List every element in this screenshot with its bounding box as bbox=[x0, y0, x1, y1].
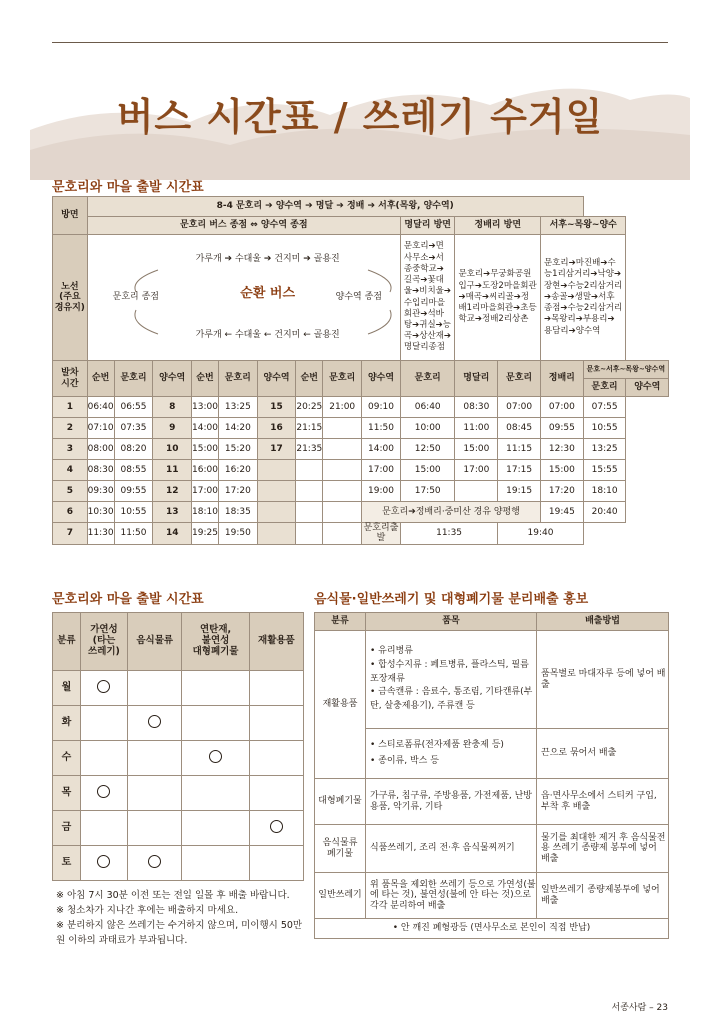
waste-day-cell bbox=[182, 846, 249, 881]
waste-day-header: 가연성 (타는 쓰레기) bbox=[80, 613, 127, 671]
day-label: 월 bbox=[53, 671, 81, 706]
bus-cell: 18:10 bbox=[192, 502, 219, 523]
waste-day-cell bbox=[80, 671, 127, 706]
waste-day-cell bbox=[249, 706, 303, 741]
bus-cell: 1 bbox=[53, 397, 88, 418]
waste-day-cell bbox=[80, 741, 127, 776]
guide-item: • 유리병류 bbox=[370, 645, 413, 656]
col-jeongbae: 정배리 bbox=[540, 361, 583, 397]
bus-cell: 14:00 bbox=[362, 439, 401, 460]
bus-cell: 17 bbox=[257, 439, 296, 460]
waste-day-cell bbox=[249, 776, 303, 811]
bus-cell: 21:35 bbox=[296, 439, 323, 460]
col-myeongdal: 명달리 bbox=[455, 361, 498, 397]
bus-cell: 06:40 bbox=[400, 397, 455, 418]
bus-cell: 8 bbox=[153, 397, 192, 418]
bus-cell: 07:55 bbox=[583, 397, 626, 418]
waste-day-cell bbox=[80, 706, 127, 741]
sub-jeongbae: 정배리 방면 bbox=[455, 217, 541, 235]
col-munho-2: 문호리 bbox=[218, 361, 257, 397]
bus-cell: 09:55 bbox=[114, 481, 153, 502]
bus-cell: 6 bbox=[53, 502, 88, 523]
bus-cell: 11:50 bbox=[362, 418, 401, 439]
bus-cell: 2 bbox=[53, 418, 88, 439]
bus-cell: 17:20 bbox=[218, 481, 257, 502]
guide-large-label: 대형폐기물 bbox=[315, 779, 366, 825]
bus-cell: 07:10 bbox=[87, 418, 114, 439]
col-no-2: 순번 bbox=[192, 361, 219, 397]
waste-day-cell bbox=[128, 671, 182, 706]
bus-cell: 11:30 bbox=[87, 523, 114, 545]
waste-day-cell bbox=[128, 706, 182, 741]
loop-center: 순환 버스 bbox=[240, 285, 296, 301]
guide-recycle-label: 재활용품 bbox=[315, 631, 366, 779]
waste-day-cell bbox=[182, 671, 249, 706]
bus-cell: 5 bbox=[53, 481, 88, 502]
bus-cell: 20:25 bbox=[296, 397, 323, 418]
waste-day-cell bbox=[249, 811, 303, 846]
top-rule bbox=[52, 42, 668, 43]
waste-day-cell bbox=[249, 846, 303, 881]
bus-cell: 13:25 bbox=[583, 439, 626, 460]
stops-label: 노선 (주요 경유지) bbox=[53, 235, 88, 361]
waste-day-row bbox=[53, 741, 304, 776]
waste-day-cell bbox=[128, 846, 182, 881]
notes bbox=[56, 888, 308, 948]
bus-cell: 11 bbox=[153, 460, 192, 481]
bus-row bbox=[53, 418, 669, 439]
waste-day-header: 재활용품 bbox=[249, 613, 303, 671]
waste-days-table bbox=[52, 612, 304, 881]
loop-arrows-icon bbox=[108, 248, 418, 352]
circle-mark-icon bbox=[270, 820, 283, 833]
waste-day-row bbox=[53, 846, 304, 881]
guide-item: • 합성수지류 : 페트병류, 플라스틱, 필름포장재류 bbox=[370, 659, 529, 684]
waste-day-row bbox=[53, 671, 304, 706]
bus-cell: 18:35 bbox=[218, 502, 257, 523]
bus-cell: 17:00 bbox=[192, 481, 219, 502]
bus-cell: 07:00 bbox=[498, 397, 541, 418]
col-yangsu-3: 양수역 bbox=[362, 361, 401, 397]
bus-cell: 11:50 bbox=[114, 523, 153, 545]
col-no-1: 순번 bbox=[87, 361, 114, 397]
bus-row bbox=[53, 523, 669, 545]
stops-myeongdal: 문호리➔면사무소➔서종중학교➔길곡➔꽃대울➔비치울➔수입리마을회관➔석바탕➔귀실➔능곡➔상산재➔명달리종점 bbox=[400, 235, 455, 361]
circle-mark-icon bbox=[97, 855, 110, 868]
guide-food-method: 물기를 최대한 제거 후 음식물전용 쓰레기 종량제 봉투에 넣어 배출 bbox=[537, 825, 669, 873]
bus-cell: 문호리➔정배리·중미산 경유 양평행 bbox=[362, 502, 541, 523]
bus-cell: 13:25 bbox=[218, 397, 257, 418]
main-route: 8-4 문호리 ➔ 양수역 ➔ 명달 ➔ 정배 ➔ 서후(목왕, 양수역) bbox=[87, 197, 583, 217]
bus-cell: 19:00 bbox=[362, 481, 401, 502]
bus-row bbox=[53, 439, 669, 460]
guide-large-items: 가구류, 침구류, 주방용품, 가전제품, 난방용품, 악기류, 기타 bbox=[366, 779, 537, 825]
bus-cell: 08:00 bbox=[87, 439, 114, 460]
waste-day-cell bbox=[249, 741, 303, 776]
bus-cell: 17:20 bbox=[540, 481, 583, 502]
bus-cell: 7 bbox=[53, 523, 88, 545]
bus-cell: 07:00 bbox=[540, 397, 583, 418]
guide-footer-note: • 안 깨진 폐형광등 (면사무소로 본인이 직접 반납) bbox=[315, 919, 669, 939]
bus-cell bbox=[257, 502, 296, 523]
guide-item: • 금속캔류 : 음료수, 통조림, 기타캔류(부탄, 살충제용기), 주류캔 등 bbox=[370, 687, 533, 712]
bus-cell bbox=[296, 460, 323, 481]
note-3: ※ 분리하지 않은 쓰레기는 수거하지 않으며, 미이행시 50만원 이하의 과태료가 부과됩니다. bbox=[56, 920, 303, 946]
col-munho-5: 문호리 bbox=[498, 361, 541, 397]
bus-cell: 20:40 bbox=[583, 502, 626, 523]
bus-cell: 19:15 bbox=[498, 481, 541, 502]
bus-cell: 19:50 bbox=[218, 523, 257, 545]
bus-cell: 10 bbox=[153, 439, 192, 460]
waste-day-cell bbox=[249, 671, 303, 706]
bus-cell bbox=[257, 481, 296, 502]
bus-cell: 12:30 bbox=[540, 439, 583, 460]
day-label: 수 bbox=[53, 741, 81, 776]
bus-cell: 08:55 bbox=[114, 460, 153, 481]
page-title: 버스 시간표 / 쓰레기 수거일 bbox=[116, 94, 604, 139]
bus-cell: 13:00 bbox=[192, 397, 219, 418]
bus-cell bbox=[323, 481, 362, 502]
col-munho-1: 문호리 bbox=[114, 361, 153, 397]
bus-cell: 4 bbox=[53, 460, 88, 481]
waste-day-cell bbox=[182, 811, 249, 846]
bus-cell: 21:15 bbox=[296, 418, 323, 439]
bus-cell bbox=[323, 439, 362, 460]
bus-cell: 16 bbox=[257, 418, 296, 439]
day-label: 목 bbox=[53, 776, 81, 811]
bus-cell: 15:55 bbox=[583, 460, 626, 481]
bus-cell: 12:50 bbox=[400, 439, 455, 460]
bus-cell-empty bbox=[583, 523, 626, 545]
bus-cell: 3 bbox=[53, 439, 88, 460]
bus-cell: 08:45 bbox=[498, 418, 541, 439]
waste-guide-title: 음식물·일반쓰레기 및 대형폐기물 분리배출 홍보 bbox=[314, 592, 589, 607]
loop-bottom: 가루개 ← 수대울 ← 건지미 ← 골용진 bbox=[195, 329, 340, 340]
guide-head-method: 배출방법 bbox=[537, 613, 669, 631]
bus-cell: 17:15 bbox=[498, 460, 541, 481]
note-2: ※ 청소차가 지나간 후에는 배출하지 마세요. bbox=[56, 905, 239, 916]
bus-cell: 06:40 bbox=[87, 397, 114, 418]
bus-cell: 07:35 bbox=[114, 418, 153, 439]
circle-mark-icon bbox=[97, 680, 110, 693]
bus-cell: 08:30 bbox=[455, 397, 498, 418]
page-footer: 서종사람 – 23 bbox=[611, 1003, 668, 1013]
bus-section-title: 문호리와 마을 출발 시간표 bbox=[52, 180, 204, 195]
bus-row bbox=[53, 502, 669, 523]
sub-seohu: 서후~목왕~양수 bbox=[540, 217, 626, 235]
guide-recycle-items-2 bbox=[366, 729, 537, 779]
loop-top: 가루개 ➔ 수대울 ➔ 건지미 ➔ 골용진 bbox=[195, 253, 340, 264]
waste-day-cell bbox=[128, 776, 182, 811]
loop-right: 양수역 종점 bbox=[335, 291, 382, 302]
bus-cell bbox=[257, 460, 296, 481]
col-yangsu-2: 양수역 bbox=[257, 361, 296, 397]
waste-day-row bbox=[53, 706, 304, 741]
bus-cell: 15:00 bbox=[400, 460, 455, 481]
guide-recycle-method-1: 품목별로 마대자루 등에 넣어 배출 bbox=[537, 631, 669, 729]
waste-day-cell bbox=[128, 741, 182, 776]
bus-cell: 10:55 bbox=[583, 418, 626, 439]
bus-cell: 9 bbox=[153, 418, 192, 439]
bus-cell: 14:20 bbox=[218, 418, 257, 439]
bus-cell bbox=[296, 523, 323, 545]
guide-general-items: 위 품목을 제외한 쓰레기 등으로 가연성(불에 타는 것), 불연성(불에 안 타는 것)으로 각각 분리하여 배출 bbox=[366, 873, 537, 919]
bus-cell: 10:55 bbox=[114, 502, 153, 523]
bus-cell: 11:15 bbox=[498, 439, 541, 460]
bus-cell bbox=[323, 502, 362, 523]
route-label: 방면 bbox=[53, 197, 88, 235]
guide-head-items: 품목 bbox=[366, 613, 537, 631]
circle-mark-icon bbox=[97, 785, 110, 798]
guide-general-method: 일반쓰레기 종량제봉투에 넣어 배출 bbox=[537, 873, 669, 919]
bus-cell: 16:20 bbox=[218, 460, 257, 481]
bus-cell: 13 bbox=[153, 502, 192, 523]
bus-cell: 19:40 bbox=[498, 523, 584, 545]
waste-day-row bbox=[53, 776, 304, 811]
bus-cell: 11:35 bbox=[400, 523, 497, 545]
col-seohu-head: 문호~서후~목왕~양수역 bbox=[583, 361, 668, 379]
waste-day-cell bbox=[182, 706, 249, 741]
col-munho-6: 문호리 bbox=[583, 379, 626, 397]
stops-seohu: 문호리➔마진배➔수능1리삼거리➔낙양➔장현➔수능2리삼거리➔송골➔생말➔서후종점➔수능2리삼거리➔목왕리➔부용리➔용담리➔양수역 bbox=[540, 235, 626, 361]
day-label: 토 bbox=[53, 846, 81, 881]
guide-food-items: 식품쓰레기, 조리 전·후 음식물찌꺼기 bbox=[366, 825, 537, 873]
loop-left: 문호리 종점 bbox=[112, 291, 159, 302]
bus-row bbox=[53, 397, 669, 418]
waste-day-header: 분류 bbox=[53, 613, 81, 671]
waste-day-row bbox=[53, 811, 304, 846]
sub-circular: 문호리 버스 종점 ⇔ 양수역 종점 bbox=[87, 217, 400, 235]
bus-cell: 12 bbox=[153, 481, 192, 502]
bus-cell: 15:00 bbox=[192, 439, 219, 460]
guide-food-label: 음식물류 폐기물 bbox=[315, 825, 366, 873]
bus-cell: 09:30 bbox=[87, 481, 114, 502]
depart-label: 발차 시간 bbox=[53, 361, 88, 397]
bus-cell: 06:55 bbox=[114, 397, 153, 418]
guide-general-label: 일반쓰레기 bbox=[315, 873, 366, 919]
bus-cell: 08:30 bbox=[87, 460, 114, 481]
guide-item: • 스티로폼류(전자제품 완충제 등) bbox=[370, 740, 504, 751]
waste-day-cell bbox=[80, 811, 127, 846]
guide-recycle-method-2: 끈으로 묶어서 배출 bbox=[537, 729, 669, 779]
bus-cell: 21:00 bbox=[323, 397, 362, 418]
circle-mark-icon bbox=[148, 715, 161, 728]
col-no-3: 순번 bbox=[296, 361, 323, 397]
bus-cell: 17:50 bbox=[400, 481, 455, 502]
guide-head-category: 분류 bbox=[315, 613, 366, 631]
bus-row bbox=[53, 460, 669, 481]
waste-guide-table bbox=[314, 612, 669, 939]
guide-large-method: 읍·면사무소에서 스티커 구입, 부착 후 배출 bbox=[537, 779, 669, 825]
stops-jeongbae: 문호리➔무궁화공원입구➔도장2마을회관➔매곡➔씨리골➔정배1리마을회관➔초등학교➔정배2리상촌 bbox=[455, 235, 541, 361]
bus-cell: 14:00 bbox=[192, 418, 219, 439]
waste-day-cell bbox=[80, 776, 127, 811]
bus-cell: 15:00 bbox=[455, 439, 498, 460]
waste-day-header: 음식물류 bbox=[128, 613, 182, 671]
bus-cell bbox=[296, 502, 323, 523]
waste-days-title: 문호리와 마을 출발 시간표 bbox=[52, 592, 204, 607]
guide-item: • 종이류, 박스 등 bbox=[370, 755, 439, 766]
circle-mark-icon bbox=[209, 750, 222, 763]
bus-cell bbox=[323, 523, 362, 545]
bus-cell bbox=[257, 523, 296, 545]
bus-cell: 15:00 bbox=[540, 460, 583, 481]
bus-cell: 19:45 bbox=[540, 502, 583, 523]
bus-cell: 문호리출발 bbox=[362, 523, 401, 545]
bus-cell bbox=[323, 460, 362, 481]
waste-day-cell bbox=[128, 811, 182, 846]
col-munho-4: 문호리 bbox=[400, 361, 455, 397]
day-label: 금 bbox=[53, 811, 81, 846]
loop-diagram bbox=[87, 235, 400, 361]
bus-cell: 08:20 bbox=[114, 439, 153, 460]
bus-cell: 09:55 bbox=[540, 418, 583, 439]
bus-cell: 10:30 bbox=[87, 502, 114, 523]
bus-cell: 11:00 bbox=[455, 418, 498, 439]
waste-day-cell bbox=[80, 846, 127, 881]
bus-cell: 09:10 bbox=[362, 397, 401, 418]
waste-day-cell bbox=[182, 776, 249, 811]
sub-myeongdal: 명달리 방면 bbox=[400, 217, 455, 235]
day-label: 화 bbox=[53, 706, 81, 741]
bus-cell bbox=[323, 418, 362, 439]
bus-cell: 15:20 bbox=[218, 439, 257, 460]
circle-mark-icon bbox=[148, 855, 161, 868]
bus-cell bbox=[455, 481, 498, 502]
bus-row bbox=[53, 481, 669, 502]
waste-day-header: 연탄재, 불연성 대형폐기물 bbox=[182, 613, 249, 671]
bus-cell: 10:00 bbox=[400, 418, 455, 439]
bus-cell: 14 bbox=[153, 523, 192, 545]
bus-cell: 19:25 bbox=[192, 523, 219, 545]
bus-cell: 17:00 bbox=[455, 460, 498, 481]
bus-cell bbox=[296, 481, 323, 502]
col-munho-3: 문호리 bbox=[323, 361, 362, 397]
bus-cell: 15 bbox=[257, 397, 296, 418]
bus-timetable bbox=[52, 196, 669, 545]
waste-day-cell bbox=[182, 741, 249, 776]
col-yangsu-4: 양수역 bbox=[626, 379, 669, 397]
guide-recycle-items-1 bbox=[366, 631, 537, 729]
bus-cell: 16:00 bbox=[192, 460, 219, 481]
note-1: ※ 아침 7시 30분 이전 또는 전일 일몰 후 배출 바랍니다. bbox=[56, 890, 290, 901]
bus-cell: 18:10 bbox=[583, 481, 626, 502]
col-yangsu-1: 양수역 bbox=[153, 361, 192, 397]
bus-cell: 17:00 bbox=[362, 460, 401, 481]
